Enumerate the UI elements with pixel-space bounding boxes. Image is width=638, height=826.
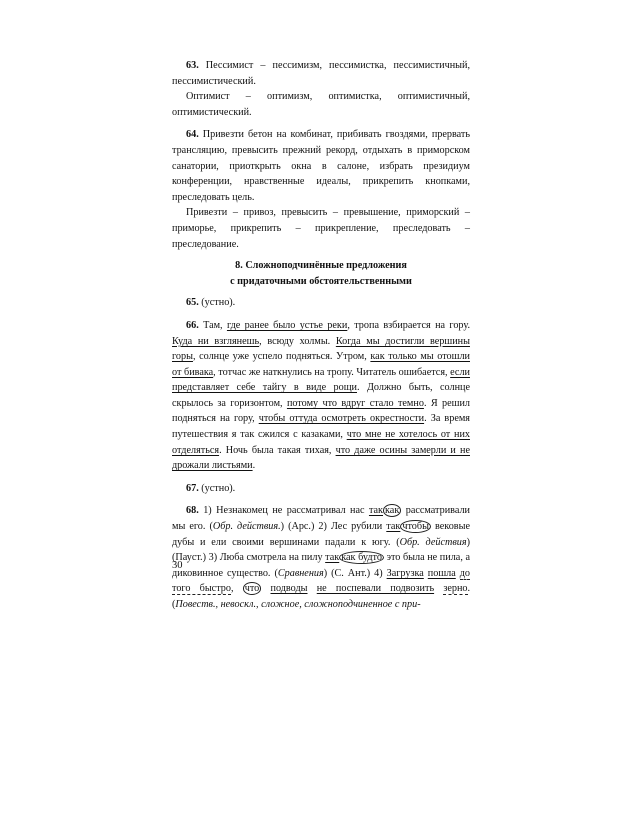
text: . Я решил подняться на гору, (172, 397, 471, 425)
underlined-clause: что даже осины замерли и не дрожали листьями (172, 444, 470, 472)
underlined-clause: чтобы оттуда осмотреть окрестности (258, 413, 425, 425)
circled-conjunction: чтобы (402, 521, 429, 533)
underlined-adverbial: до того быстро (172, 567, 471, 595)
exercise-63-line1 (172, 58, 470, 89)
text: . За время путешествия я так сжился с казаками, (172, 413, 470, 441)
underlined-predicate: не поспевали подвозить (316, 583, 435, 595)
exercise-number: 63. (186, 60, 199, 71)
underlined-object: зерно (443, 583, 468, 595)
underlined-subject: Загрузка (386, 567, 424, 579)
underlined-clause: как только мы отошли от бивака (172, 351, 470, 378)
section-heading (172, 258, 470, 289)
italic-note: Сравнения (277, 567, 324, 579)
exercise-number: 68. (186, 505, 199, 517)
underlined-clause: потому что вдруг стало темно (286, 397, 424, 409)
exercise-number: 66. (186, 319, 199, 331)
text: ) (Пауст.) 3) Люба смотрела на пилу (172, 536, 470, 564)
text: . Должно быть, солнце скрылось за горизонтом, (172, 382, 470, 409)
underlined-word: так (325, 552, 340, 564)
exercise-63-line2: Оптимист – оптимизм, оптимистка, оптимистичный, оптимистический. (172, 91, 470, 118)
text: ) (С. Ант.) 4) (323, 567, 387, 579)
circled-conjunction: что (244, 583, 260, 595)
exercise-68: 68. 1) Незнакомец не рассматривал нас так как рассматривали мы его. (Обр. действия.) (Арс.) 2) Лес рубили так чтобы вековые дубы и ели своими вершинами падали к югу. (Обр. действия) (Пауст.) 3) Люба смотрела на пилу так как будто это была не пила, а диковинное существо. (Сравнения) (С. Ант.) 4) Загрузка пошла до того быстро, что подводы не поспевали подвозить зерно. (Повеств., невоскл., сложное, сложноподчиненное с при- (172, 505, 471, 610)
underlined-predicate: пошла (427, 567, 456, 579)
text: . (252, 460, 256, 472)
underlined-subject: подводы (270, 583, 308, 595)
text: , солнце уже успело подняться. Утром, (192, 351, 371, 363)
exercise-67 (172, 481, 470, 497)
exercise-text: Пессимист – пессимизм, пессимистка, пессимистичный, пессимистический. (172, 60, 471, 87)
exercise-64-p2: Привезти – привоз, превысить – превышение, приморский – приморье, прикрепить – прикрепление, преследовать – преследование. (172, 207, 470, 250)
page-number: 30 (172, 560, 183, 571)
underlined-word: так (368, 505, 384, 517)
text: рассматривали мы его. ( (172, 505, 470, 533)
exercise-text: (устно). (201, 482, 236, 494)
italic-note: Повеств., невоскл., сложное, сложноподчиненное с при- (175, 599, 421, 610)
circled-conjunction: как (385, 505, 400, 517)
text: , всюду холмы. (259, 335, 336, 347)
circled-conjunction: как будто (341, 552, 382, 564)
text: 1) Незнакомец не рассматривал нас (203, 505, 369, 517)
exercise-65 (172, 295, 470, 311)
text: , тотчас же наткнулись на тропу. Читатель ошибается, (213, 366, 451, 378)
text: . Ночь была такая тихая, (219, 444, 336, 456)
section-title-line2: с придаточными обстоятельственными (230, 275, 412, 287)
text: , тропа взбирается на гору. (347, 319, 471, 331)
exercise-text: Привезти бетон на комбинат, прибивать гвоздями, прервать трансляцию, превысить прежний рекорд, отдыхать в приморском санатории, приоткрыть окна в салоне, избрать президиум конференции, нравственные идеалы, прикрепить кнопками, преследовать цель. (172, 129, 471, 203)
text: вековые дубы и ели своими вершинами падали к югу. ( (172, 521, 470, 548)
underlined-clause: Когда мы достигли вершины горы (172, 335, 470, 363)
text: Там, (203, 319, 227, 331)
text: это была не пила, а диковинное существо. ( (172, 552, 470, 579)
exercise-text: (устно). (201, 297, 236, 309)
exercise-number: 65. (186, 297, 199, 309)
exercise-number: 64. (186, 129, 199, 141)
underlined-clause: где ранее было устье реки (226, 319, 348, 331)
underlined-clause: Куда ни взглянешь (172, 335, 260, 347)
underlined-clause: что мне не хотелось от них отделяться (172, 429, 470, 456)
exercise-66 (172, 318, 470, 474)
underlined-word: так (386, 521, 401, 533)
italic-note: Обр. действия. (212, 521, 281, 533)
italic-note: Обр. действия (399, 536, 467, 548)
section-title-line1: 8. Сложноподчинённые предложения (235, 260, 407, 272)
page-body (172, 58, 470, 613)
exercise-64-p1 (172, 127, 470, 205)
exercise-number: 67. (186, 482, 199, 494)
text: ) (Арс.) 2) Лес рубили (280, 521, 387, 533)
underlined-clause: если представляет себе тайгу в виде рощи (172, 366, 470, 394)
